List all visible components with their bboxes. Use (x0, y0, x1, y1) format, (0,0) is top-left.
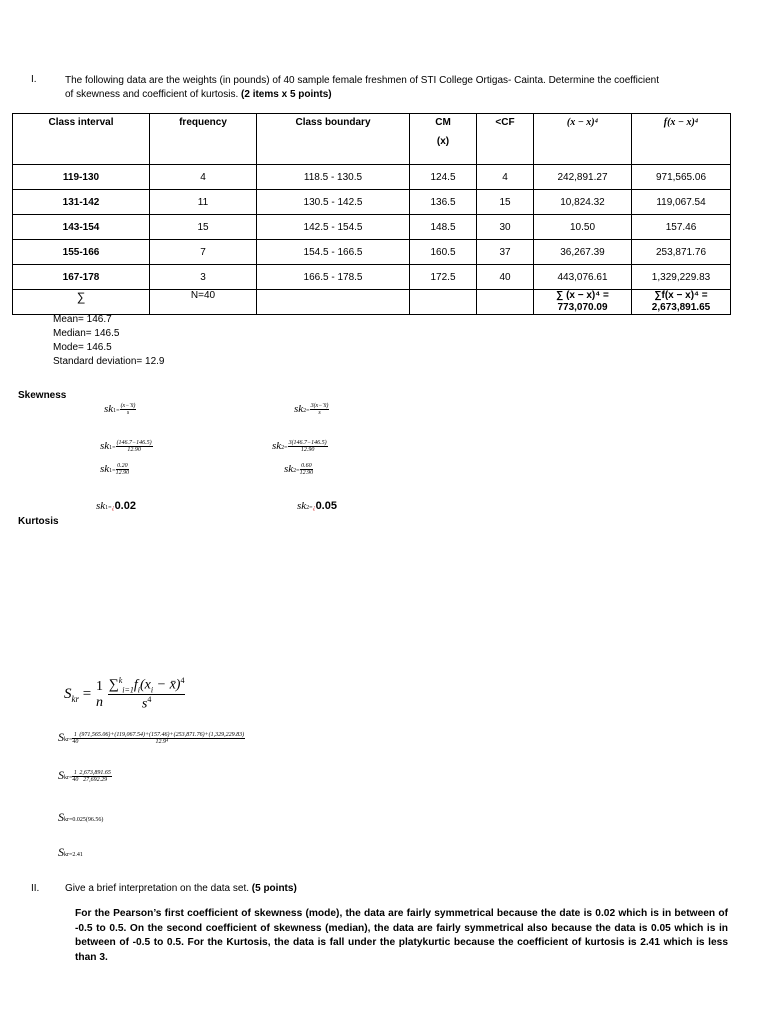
sk1-step2-sub: 1= (109, 468, 116, 475)
stat-sd: Standard deviation= 12.9 (53, 356, 165, 367)
dev4-cell: 10,824.32 (534, 190, 632, 215)
sk2-step1-label: sk (272, 440, 282, 453)
sk2-step2-fraction (300, 463, 314, 476)
kurt-step3-s: S (58, 810, 64, 824)
sk1-step1-sub: 1= (109, 445, 116, 452)
sk1-step1-num: (146.7−146.5) (116, 440, 152, 446)
kurt-step2-b-den: 27,692.29 (83, 776, 108, 783)
kurt-step2: Skr= $\frac{1}{40}$ $\frac{2,673,891.65}{27,692.29}$ (58, 768, 111, 783)
frequency-table (12, 113, 731, 315)
kurt-step4-s: S (58, 845, 64, 859)
kurt-denominator (108, 695, 186, 713)
fdev4-cell: 1,329,229.83 (632, 265, 731, 290)
sk2-formula (294, 403, 329, 416)
kurt-n: n (95, 694, 103, 710)
sk2-num: 3(x−͞ x) (310, 403, 329, 409)
table-row (13, 165, 731, 190)
kurt-one: 1 (95, 678, 103, 694)
kurt-paren: (x (140, 677, 151, 693)
kurt-numerator (108, 676, 186, 695)
table-row (13, 265, 731, 290)
sk1-result (96, 500, 136, 512)
kurt-sum: ∑ (108, 677, 119, 693)
table-sum-row (13, 290, 731, 315)
class-interval-cell: 155-166 (13, 240, 150, 265)
dev4-cell: 242,891.27 (534, 165, 632, 190)
sk1-fraction (120, 403, 137, 416)
cf-cell: 37 (477, 240, 534, 265)
sk1-step2 (100, 463, 129, 476)
class-boundary-cell: 118.5 - 130.5 (257, 165, 410, 190)
sk1-step2-label: sk (100, 463, 110, 476)
cm-cell: 172.5 (410, 265, 477, 290)
header-fdev4: f(x − x)⁴ (632, 114, 731, 165)
sk2-result-value: 0.05 (315, 500, 337, 512)
question-1-numeral: I. (31, 74, 37, 85)
question-1-line2-text: of skewness and coefficient of kurtosis. (65, 89, 239, 100)
kurtosis-formula (64, 676, 185, 713)
kurt-step1-sub: kr (64, 737, 69, 743)
question-2-numeral: II. (31, 883, 40, 894)
kurt-f: f (133, 677, 138, 693)
question-2-points: (5 points) (251, 883, 297, 894)
question-2-text (65, 883, 297, 894)
frequency-cell: 4 (150, 165, 257, 190)
summary-stats (53, 313, 164, 369)
kurt-step1-big-num: (971,565.06)+(119,067.54)+(157.46)+(253,871.76)+(1,329,229.83) (79, 731, 245, 738)
kurt-step3 (58, 810, 103, 825)
dev4-cell: 443,076.61 (534, 265, 632, 290)
question-2-prompt: Give a brief interpretation on the data set. (65, 883, 249, 894)
stat-mode: Mode= 146.5 (53, 342, 112, 353)
sk2-step2-den: 12.90 (299, 470, 314, 476)
kurt-fraction-1 (95, 679, 104, 711)
header-cm (410, 114, 477, 165)
kurt-step1: Skr= $\frac{1}{40}$ (971,565.06)+(119,067.54)+(157.46)+(253,871.76)+(1,329,229.83) 12.9⁴ (58, 730, 245, 745)
kurt-paren-sub: i (150, 685, 154, 695)
sk2-result (297, 500, 337, 512)
sk2-step2-num: 0.60 (301, 463, 312, 469)
sk1-step2-den: 12.90 (115, 470, 130, 476)
sk1-result-value: 0.02 (114, 500, 136, 512)
class-interval-cell: 167-178 (13, 265, 150, 290)
class-boundary-cell: 154.5 - 166.5 (257, 240, 410, 265)
dev4-cell: 36,267.39 (534, 240, 632, 265)
header-class-boundary: Class boundary (257, 114, 410, 165)
sum-dev4-line1: ∑ (x − x)⁴ = (556, 290, 609, 301)
sum-empty-1 (257, 290, 410, 315)
kurt-lhs-sub: kr (71, 694, 79, 704)
sk2-fraction (310, 403, 330, 416)
kurt-step3-value: =0.025(96.56) (69, 817, 104, 823)
sk1-red-mark: ¿ (111, 505, 115, 511)
dev4-cell: 10.50 (534, 215, 632, 240)
stat-median: Median= 146.5 (53, 328, 120, 339)
cf-cell: 40 (477, 265, 534, 290)
class-boundary-cell: 142.5 - 154.5 (257, 215, 410, 240)
kurt-i1: i=1 (122, 685, 134, 695)
class-boundary-cell: 130.5 - 142.5 (257, 190, 410, 215)
fdev4-cell: 971,565.06 (632, 165, 731, 190)
kurt-pow: 4 (180, 676, 185, 685)
kurt-step1-num: 1 (73, 731, 77, 738)
kurt-s-pow: 4 (147, 695, 152, 705)
sk1-den: s (126, 410, 130, 416)
frequency-cell: 7 (150, 240, 257, 265)
question-1-line2 (65, 88, 745, 102)
table-row (13, 215, 731, 240)
sk2-step2-sub: 2= (293, 468, 300, 475)
kurt-step4-value: =2.41 (69, 852, 83, 858)
kurt-step1-s: S (58, 730, 64, 744)
header-frequency: frequency (150, 114, 257, 165)
sk1-result-label: sk (96, 500, 106, 512)
sk2-sub: 2= (303, 408, 310, 415)
kurt-step2-frac2 (78, 770, 112, 783)
fdev4-cell: 157.46 (632, 215, 731, 240)
sk2-step1-sub: 2= (281, 445, 288, 452)
kurt-step4-sub: kr (64, 852, 69, 858)
sk1-formula (104, 403, 136, 416)
kurt-step2-num: 1 (73, 769, 77, 776)
sum-dev4-line2: 773,070.09 (557, 302, 608, 313)
kurt-step1-big-den: 12.9⁴ (155, 738, 169, 745)
cf-cell: 30 (477, 215, 534, 240)
sk2-step2-label: sk (284, 463, 294, 476)
kurt-k: k (118, 676, 123, 685)
frequency-cell: 15 (150, 215, 257, 240)
sk1-step1-label: sk (100, 440, 110, 453)
header-cm-x: (x) (436, 136, 450, 147)
class-boundary-cell: 166.5 - 178.5 (257, 265, 410, 290)
header-cm-label: CM (435, 117, 451, 128)
sum-n: N=40 (150, 290, 257, 315)
sk1-step2-fraction (116, 463, 130, 476)
cm-cell: 160.5 (410, 240, 477, 265)
question-1-points: (2 items x 5 points) (241, 89, 332, 100)
kurt-step4 (58, 845, 83, 860)
sum-empty-3 (477, 290, 534, 315)
kurt-s: s (141, 697, 148, 713)
sum-fdev4-line1: ∑f(x − x)⁴ = (654, 290, 708, 301)
skewness-heading: Skewness (18, 390, 67, 401)
header-cf: <CF (477, 114, 534, 165)
sk1-sub: 1= (113, 408, 120, 415)
frequency-cell: 3 (150, 265, 257, 290)
sk1-num: (x−͞ x) (120, 403, 136, 409)
kurt-step1-den: 40 (72, 738, 79, 745)
sum-empty-2 (410, 290, 477, 315)
fdev4-cell: 253,871.76 (632, 240, 731, 265)
sk2-step1 (272, 440, 328, 453)
sk1-step1 (100, 440, 153, 453)
cf-cell: 15 (477, 190, 534, 215)
sk2-label: sk (294, 403, 304, 416)
sk2-step2 (284, 463, 313, 476)
kurt-step2-den: 40 (72, 776, 79, 783)
kurt-step2-b-num: 2,673,891.65 (79, 769, 111, 776)
kurt-f-sub: i (137, 685, 141, 695)
class-interval-cell: 119-130 (13, 165, 150, 190)
interpretation-answer: For the Pearson’s first coefficient of skewness (mode), the data are fairly symmetrical because the date is 0.02 which is in between of -0.5 to 0.5. On the second coefficient of skewness (median), the data are fairly symmetrical also because the data is 0.05 which is in between of -0.5 to 0.5. For the Kurtosis, the data is fall under the platykurtic because the coefficient of kurtosis is 2.41 which is less than 3. (75, 908, 728, 963)
header-class-interval: Class interval (13, 114, 150, 165)
sk2-result-label: sk (297, 500, 307, 512)
question-1-text (65, 74, 745, 102)
kurt-step2-sub: kr (64, 775, 69, 781)
table-row (13, 240, 731, 265)
frequency-cell: 11 (150, 190, 257, 215)
sk1-step2-num: 0.20 (117, 463, 128, 469)
question-1-line1: The following data are the weights (in pounds) of 40 sample female freshmen of STI College Ortigas- Cainta. Determine the coefficient (65, 75, 660, 86)
sk1-label: sk (104, 403, 114, 416)
kurt-step3-sub: kr (64, 817, 69, 823)
sk2-step1-num: 3(146.7−146.5) (288, 440, 327, 446)
cf-cell: 4 (477, 165, 534, 190)
class-interval-cell: 143-154 (13, 215, 150, 240)
sk1-result-sub: 1= (105, 505, 112, 511)
sk2-den: s (318, 410, 321, 416)
header-dev4: (x − x)⁴ (534, 114, 632, 165)
class-interval-cell: 131-142 (13, 190, 150, 215)
sk2-red-mark: ¿ (312, 505, 316, 511)
kurt-step2-s: S (58, 768, 64, 782)
table-row (13, 190, 731, 215)
sum-dev4 (534, 290, 632, 315)
kurt-fraction-2 (108, 676, 186, 713)
sum-sigma: ∑ (13, 290, 150, 315)
sk2-step1-fraction (288, 440, 328, 453)
cm-cell: 148.5 (410, 215, 477, 240)
fdev4-cell: 119,067.54 (632, 190, 731, 215)
kurt-minus: − x̄) (153, 677, 181, 693)
sk1-step1-fraction (116, 440, 153, 453)
sk1-step1-den: 12.90 (127, 447, 141, 453)
sk2-result-sub: 2= (306, 505, 313, 511)
kurt-step1-frac2 (78, 732, 245, 745)
kurtosis-heading: Kurtosis (18, 516, 59, 527)
table-header-row (13, 114, 731, 165)
kurt-lhs: S (64, 686, 72, 702)
sum-fdev4-line2: 2,673,891.65 (651, 302, 711, 313)
stat-mean: Mean= 146.7 (53, 314, 112, 325)
cm-cell: 124.5 (410, 165, 477, 190)
cm-cell: 136.5 (410, 190, 477, 215)
sk2-step1-den: 12.90 (300, 447, 315, 453)
kurt-eq: = (82, 686, 92, 702)
sum-fdev4 (632, 290, 731, 315)
